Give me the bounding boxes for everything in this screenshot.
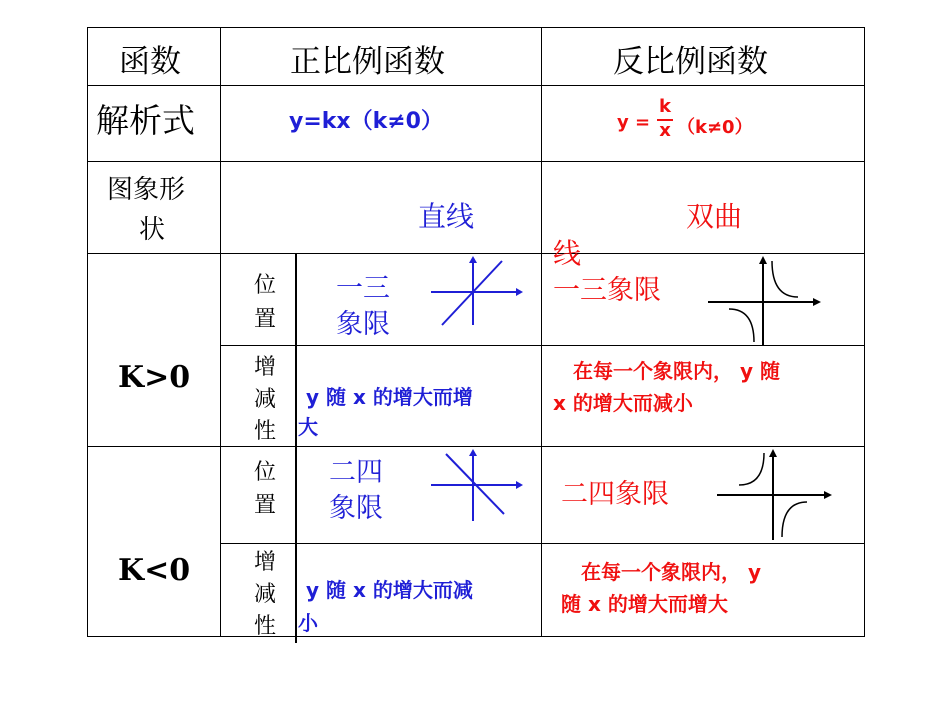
- grid-line: [87, 85, 864, 86]
- grid-line: [87, 161, 864, 162]
- inverse-kneg-trend-1: 在每一个象限内， y: [581, 560, 761, 584]
- inverse-shape-line2: 线: [553, 237, 582, 270]
- inverse-kpos-graph: [703, 252, 833, 347]
- label-position-1: 位: [254, 273, 277, 298]
- label-shape-line1: 图象形: [107, 175, 186, 205]
- inverse-formula-denominator: x: [659, 120, 671, 141]
- inverse-formula-numerator: k: [659, 96, 671, 117]
- inverse-kpos-quadrant: 一三象限: [553, 275, 661, 306]
- inverse-kneg-quadrant: 二四象限: [561, 479, 669, 510]
- hyperbola-branch-q2: [739, 453, 764, 485]
- label-shape-line2: 状: [139, 215, 166, 245]
- direct-kneg-graph: [428, 446, 528, 526]
- label-k-negative: K<0: [118, 553, 191, 588]
- direct-kpos-trend-1: y 随 x 的增大而增: [306, 385, 473, 409]
- label-monotonic-3: 性: [254, 614, 277, 639]
- grid-line: [87, 27, 864, 28]
- inverse-kpos-trend-2: x 的增大而减小: [553, 391, 693, 415]
- grid-line: [220, 543, 864, 544]
- label-monotonic-3: 性: [254, 419, 277, 444]
- label-position-1: 位: [254, 460, 277, 485]
- direct-kpos-quadrant-2: 象限: [336, 309, 390, 340]
- direct-kneg-trend-2: 小: [298, 611, 318, 635]
- y-axis-arrow: [759, 256, 767, 264]
- x-axis-arrow: [516, 481, 523, 489]
- header-inverse-proportion: 反比例函数: [613, 44, 768, 80]
- inverse-formula-y: y =: [617, 112, 651, 133]
- direct-shape: 直线: [418, 200, 475, 233]
- inverse-kpos-trend-1: 在每一个象限内， y 随: [573, 359, 780, 383]
- hyperbola-branch-q1: [772, 261, 798, 297]
- grid-line: [87, 636, 864, 637]
- hyperbola-branch-q3: [729, 309, 754, 342]
- grid-line: [541, 27, 542, 637]
- label-position-2: 置: [254, 307, 277, 332]
- label-monotonic-1: 增: [254, 355, 277, 380]
- inverse-shape-line1: 双曲: [686, 200, 743, 233]
- x-axis-arrow: [813, 298, 821, 306]
- direct-kneg-quadrant-1: 二四: [329, 457, 383, 488]
- direct-kneg-quadrant-2: 象限: [329, 493, 383, 524]
- label-monotonic-1: 增: [254, 550, 277, 575]
- direct-kpos-trend-2: 大: [298, 415, 318, 439]
- grid-line: [220, 27, 221, 637]
- x-axis-arrow: [516, 288, 523, 296]
- grid-line: [864, 27, 865, 637]
- label-k-positive: K>0: [118, 360, 191, 395]
- label-monotonic-2: 减: [254, 387, 277, 412]
- grid-line: [87, 27, 88, 637]
- y-axis-arrow: [769, 449, 777, 457]
- label-position-2: 置: [254, 493, 277, 518]
- inverse-formula-condition: （k≠0）: [677, 117, 753, 138]
- y-axis-arrow: [469, 256, 477, 263]
- hyperbola-branch-q4: [782, 502, 807, 537]
- header-function: 函数: [119, 44, 181, 80]
- inverse-kneg-trend-2: 随 x 的增大而增大: [561, 592, 728, 616]
- inverse-kneg-graph: [712, 445, 842, 540]
- label-monotonic-2: 减: [254, 582, 277, 607]
- header-direct-proportion: 正比例函数: [290, 44, 445, 80]
- direct-kpos-quadrant-1: 一三: [336, 273, 390, 304]
- direct-kpos-graph: [428, 253, 528, 333]
- y-axis-arrow: [469, 449, 477, 456]
- x-axis-arrow: [824, 491, 832, 499]
- grid-line: [295, 253, 297, 643]
- direct-kneg-trend-1: y 随 x 的增大而减: [306, 578, 473, 602]
- direct-formula: y=kx（k≠0）: [289, 109, 443, 134]
- label-expression: 解析式: [96, 101, 195, 140]
